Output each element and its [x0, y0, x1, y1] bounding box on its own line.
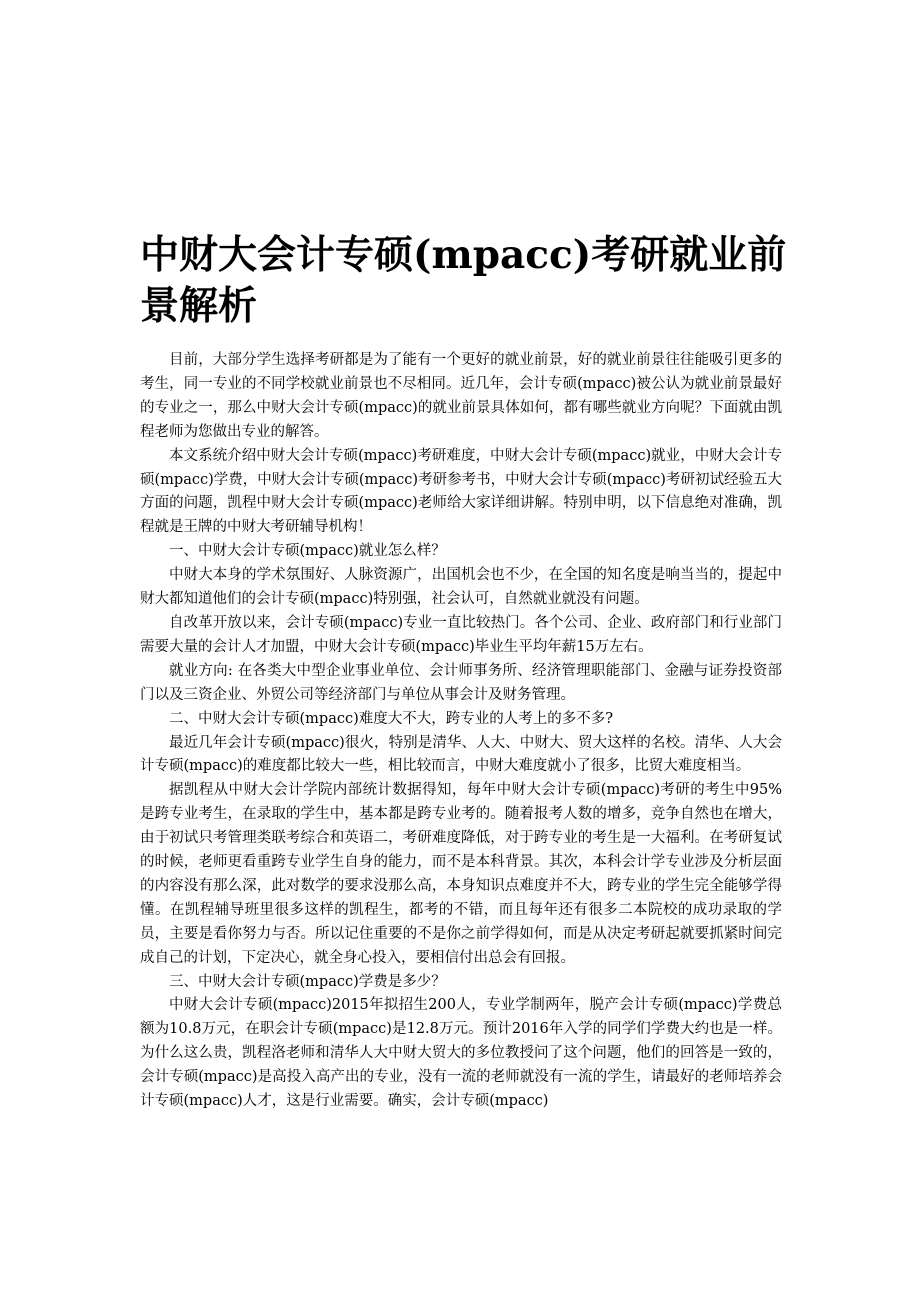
paragraph-employment-1: 中财大本身的学术氛围好、人脉资源广，出国机会也不少，在全国的知名度是响当当的，提起中财大都知道他们的会计专硕(mpacc)特别强，社会认可，自然就业就没有问题。	[140, 567, 782, 608]
section-heading-employment: 一、中财大会计专硕(mpacc)就业怎么样？	[169, 543, 446, 560]
document-body	[140, 349, 782, 1114]
paragraph-employment-2: 自改革开放以来，会计专硕(mpacc)专业一直比较热门。各个公司、企业、政府部门和行业部门需要大量的会计人才加盟，中财大会计专硕(mpacc)毕业生平均年薪15万左右。	[140, 614, 782, 655]
paragraph-tuition: 中财大会计专硕(mpacc)2015年拟招生200人，专业学制两年，脱产会计专硕(mpacc)学费总额为10.8万元，在职会计专硕(mpacc)是12.8万元。预计2016年入学的同学们学费大约也是一样。为什么这么贵，凯程洛老师和清华人大中财大贸大的多位教授问了这个问题，他们的回答是一致的，会计专硕(mpacc)是高投入高产出的专业，没有一流的老师就没有一流的学生，请最好的老师培养会计专硕(mpacc)人才，这是行业需要。确实，会计专硕(mpacc)	[140, 997, 782, 1110]
document-title: 中财大会计专硕(mpacc)考研就业前景解析	[140, 232, 787, 329]
paragraph-difficulty-2: 据凯程从中财大会计学院内部统计数据得知，每年中财大会计专硕(mpacc)考研的考生中95%是跨专业考生，在录取的学生中，基本都是跨专业考的。随着报考人数的增多，竞争自然也在增大，由于初试只考管理类联考综合和英语二，考研难度降低，对于跨专业的考生是一大福利。在考研复试的时候，老师更看重跨专业学生自身的能力，而不是本科背景。其次，本科会计学专业涉及分析层面的内容没有那么深，此对数学的要求没那么高，本身知识点难度并不大，跨专业的学生完全能够学得懂。在凯程辅导班里很多这样的凯程生，都考的不错，而且每年还有很多二本院校的成功录取的学员，主要是看你努力与否。所以记住重要的不是你之前学得如何，而是从决定考研起就要抓紧时间完成自己的计划，下定决心，就全身心投入，要相信付出总会有回报。	[140, 782, 782, 966]
paragraph-intro: 目前，大部分学生选择考研都是为了能有一个更好的就业前景，好的就业前景往往能吸引更多的考生，同一专业的不同学校就业前景也不尽相同。近几年，会计专硕(mpacc)被公认为就业前景最好的专业之一，那么中财大会计专硕(mpacc)的就业前景具体如何，都有哪些就业方向呢？下面就由凯程老师为您做出专业的解答。	[140, 352, 782, 440]
paragraph-employment-direction: 就业方向: 在各类大中型企业事业单位、会计师事务所、经济管理职能部门、金融与证券投资部门以及三资企业、外贸公司等经济部门与单位从事会计及财务管理。	[140, 662, 782, 703]
paragraph-difficulty-1: 最近几年会计专硕(mpacc)很火，特别是清华、人大、中财大、贸大这样的名校。清华、人大会计专硕(mpacc)的难度都比较大一些，相比较而言，中财大难度就小了很多，比贸大难度相当。	[140, 734, 782, 775]
paragraph-overview: 本文系统介绍中财大会计专硕(mpacc)考研难度，中财大会计专硕(mpacc)就业，中财大会计专硕(mpacc)学费，中财大会计专硕(mpacc)考研参考书，中财大会计专硕(mpacc)考研初试经验五大方面的问题，凯程中财大会计专硕(mpacc)老师给大家详细讲解。特别申明，以下信息绝对准确，凯程就是王牌的中财大考研辅导机构！	[140, 447, 782, 536]
section-heading-tuition: 三、中财大会计专硕(mpacc)学费是多少？	[169, 973, 446, 990]
section-heading-difficulty: 二、中财大会计专硕(mpacc)难度大不大，跨专业的人考上的多不多?	[169, 710, 614, 727]
